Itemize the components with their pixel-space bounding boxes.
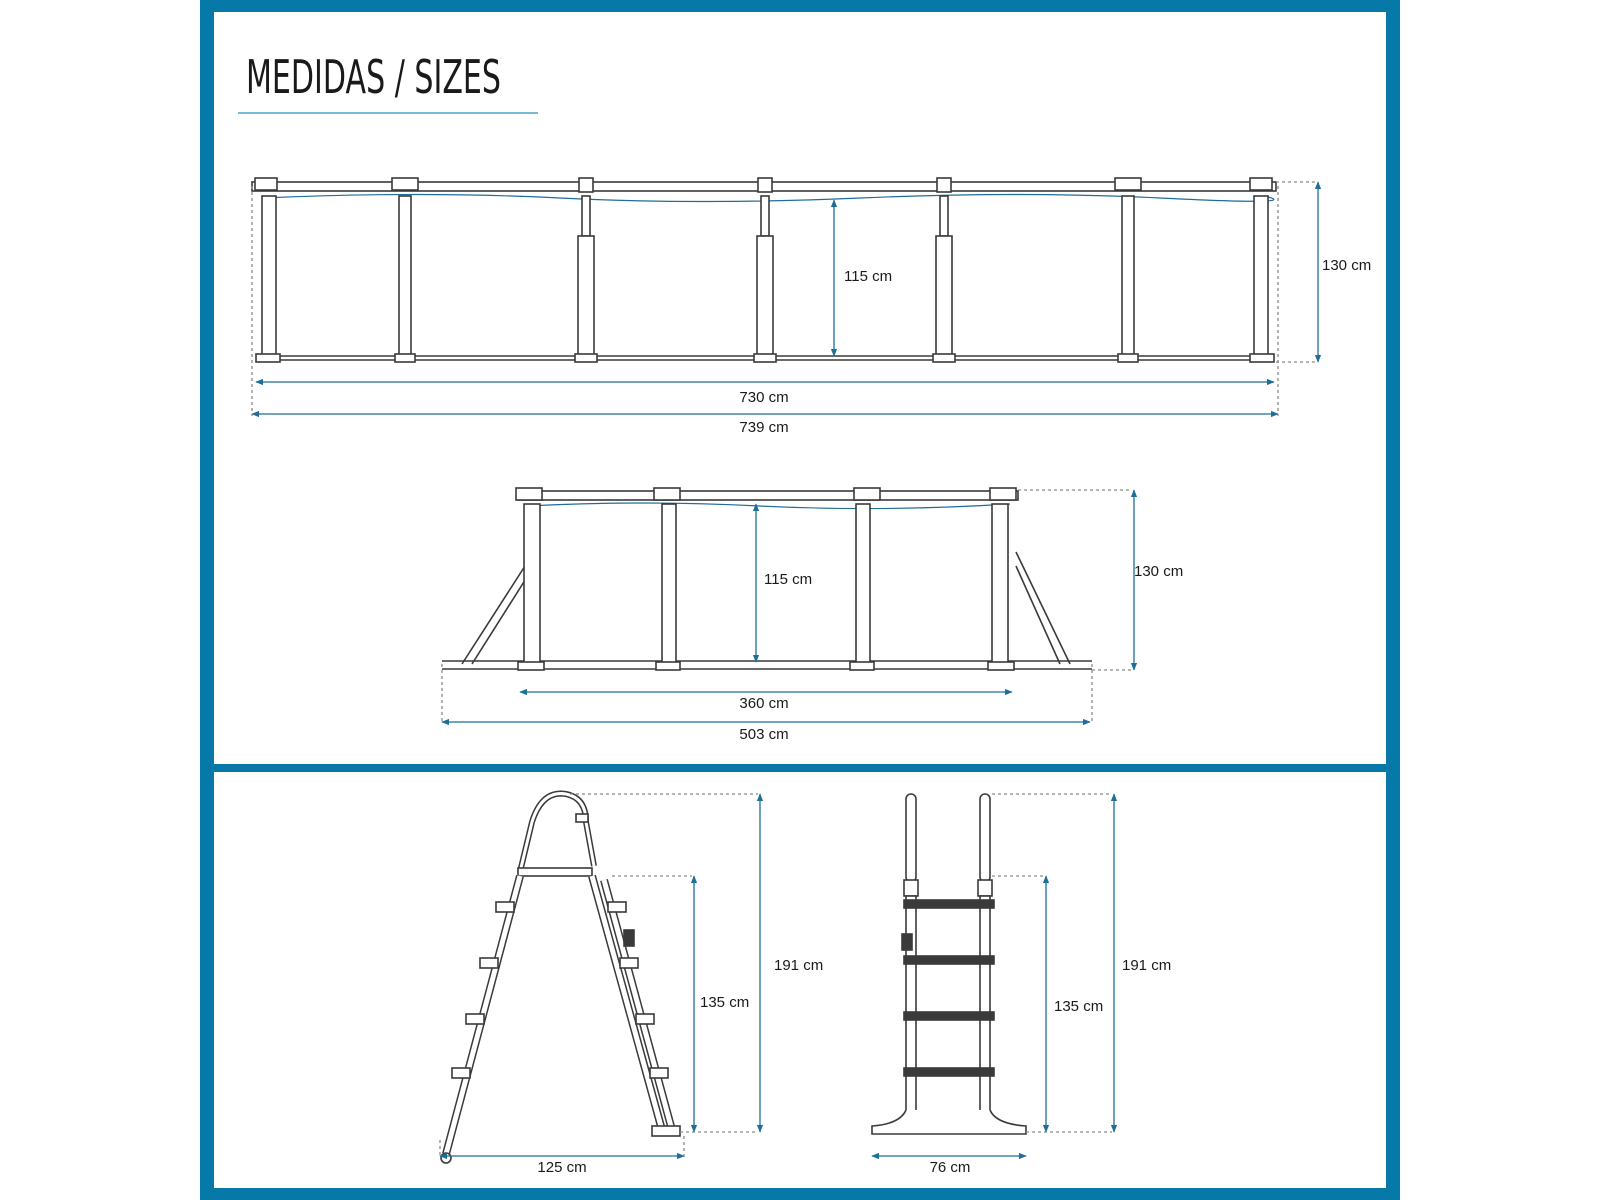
front-step-2: [904, 956, 994, 964]
short-water-height-label: 115 cm: [764, 571, 813, 588]
long-outer-length-label: 739 cm: [739, 419, 789, 436]
pool-long-view: [252, 178, 1276, 362]
front-base-width-label: 76 cm: [929, 1159, 971, 1176]
front-rail-left: [906, 896, 916, 1122]
front-rail-right: [980, 896, 990, 1122]
side-step-4: [452, 1068, 470, 1078]
side-step-3: [466, 1014, 484, 1024]
side-base-width-label: 125 cm: [537, 1159, 587, 1176]
side-handrail-clip: [576, 814, 588, 822]
side-step-7: [636, 1014, 654, 1024]
front-step-1: [904, 900, 994, 908]
front-lock: [902, 934, 912, 950]
side-step-1: [496, 902, 514, 912]
front-step-height-label: 135 cm: [1054, 998, 1104, 1015]
long-water-height-label: 115 cm: [844, 268, 893, 285]
front-clamp-right: [978, 880, 992, 896]
front-handrail-right: [980, 794, 990, 882]
short-inner-width-label: 360 cm: [739, 695, 789, 712]
side-top-bar: [518, 868, 592, 876]
top-panel: [214, 12, 1386, 764]
long-total-height-label: 130 cm: [1322, 257, 1372, 274]
side-step-8: [650, 1068, 668, 1078]
front-total-height-label: 191 cm: [1122, 957, 1172, 974]
side-leg-left-foot: [441, 1153, 451, 1163]
front-step-3: [904, 1012, 994, 1020]
long-inner-length-label: 730 cm: [739, 389, 789, 406]
front-clamp-left: [904, 880, 918, 896]
side-step-5: [608, 902, 626, 912]
side-step-6: [620, 958, 638, 968]
short-outer-width-label: 503 cm: [739, 726, 789, 743]
frame: [200, 0, 1400, 1200]
short-total-height-label: 130 cm: [1134, 563, 1184, 580]
bottom-panel: [214, 772, 1386, 1188]
front-handrail-left: [906, 794, 916, 882]
side-total-height-label: 191 cm: [774, 957, 824, 974]
front-step-4: [904, 1068, 994, 1076]
short-top-rail: [518, 491, 1018, 500]
side-step-2: [480, 958, 498, 968]
side-base-pad: [652, 1126, 680, 1136]
page-title: MEDIDAS / SIZES: [246, 50, 501, 104]
side-lock: [624, 930, 634, 946]
side-step-height-label: 135 cm: [700, 994, 750, 1011]
